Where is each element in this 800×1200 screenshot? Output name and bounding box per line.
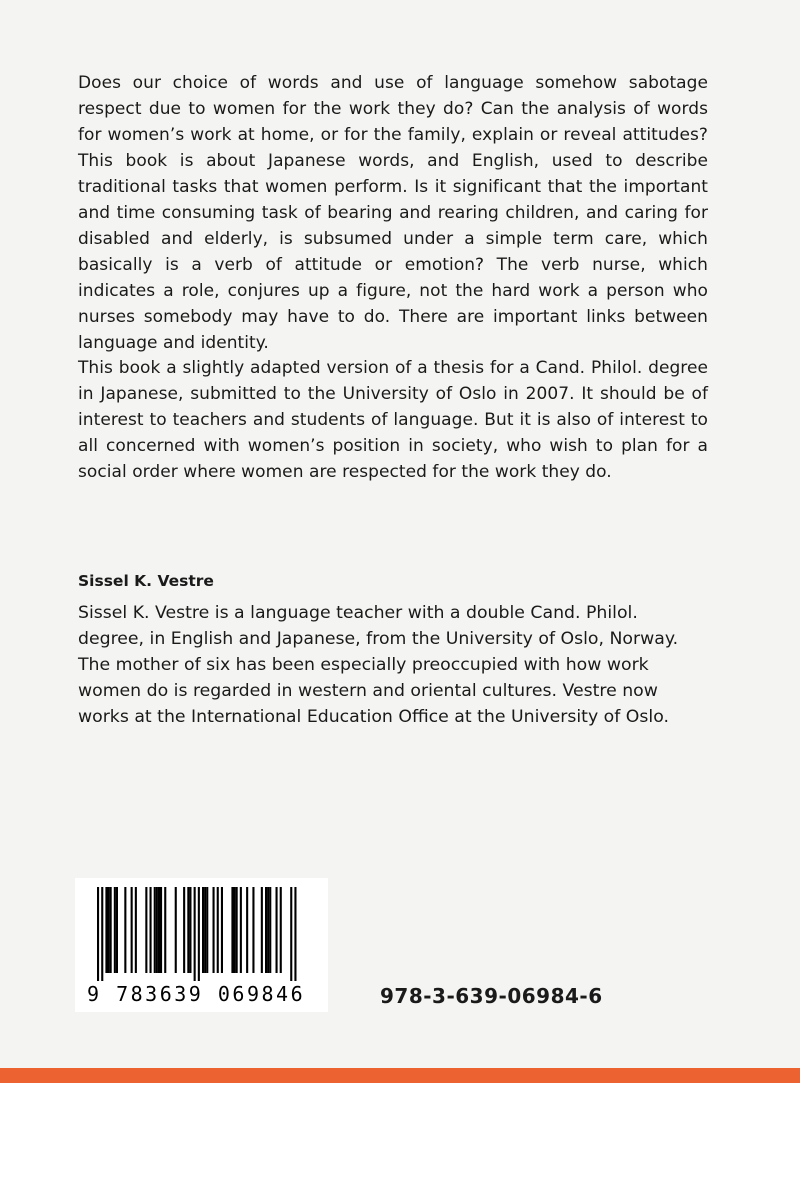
barcode-bar — [124, 887, 126, 973]
author-bio-line: Sissel K. Vestre is a language teacher with a double Cand. Philol. — [78, 603, 638, 623]
barcode-bar — [175, 887, 177, 973]
accent-band — [0, 1068, 800, 1083]
barcode-bar — [135, 887, 137, 973]
barcode-bar — [280, 887, 282, 973]
author-bio — [78, 600, 738, 730]
author-name: Sissel K. Vestre — [78, 572, 214, 590]
barcode-bars — [97, 887, 307, 983]
barcode-bar — [116, 887, 118, 973]
page-bottom-margin — [0, 1083, 800, 1200]
barcode-bar — [194, 887, 196, 981]
barcode-bar — [156, 887, 158, 973]
barcode-bar — [290, 887, 292, 981]
barcode-bar — [213, 887, 215, 973]
barcode-bar — [97, 887, 99, 981]
author-bio-line: works at the International Education Office at the University of Oslo. — [78, 707, 669, 727]
barcode-bar — [158, 887, 160, 973]
barcode-bar — [187, 887, 189, 973]
barcode-bar — [246, 887, 248, 973]
barcode-bar — [276, 887, 278, 973]
barcode-bar — [252, 887, 254, 973]
barcode-bar — [189, 887, 191, 973]
barcode-bar — [114, 887, 116, 973]
barcode-bar — [164, 887, 166, 973]
isbn-number: 978-3-639-06984-6 — [380, 984, 603, 1008]
barcode-digits: 9 783639 069846 — [87, 982, 306, 1006]
barcode-bar — [234, 887, 236, 973]
author-bio-line: degree, in English and Japanese, from the University of Oslo, Norway. — [78, 629, 679, 649]
barcode-bar — [110, 887, 112, 973]
barcode-bar — [160, 887, 162, 973]
barcode-bar — [267, 887, 269, 973]
barcode-bar — [198, 887, 200, 981]
barcode-bar — [204, 887, 206, 973]
description-paragraph-2: This book a slightly adapted version of a thesis for a Cand. Philol. degree in Japanese, submitted to the University of Oslo in 2007. It should be of interest to teachers and students of language. But it is also of interest to all concerned with women’s position in society, who wish to plan for a social order where women are respected for the work they do. — [78, 358, 708, 482]
description-paragraph-1: Does our choice of words and use of language somehow sabotage respect due to women for the work they do? Can the analysis of words for women’s work at home, or for the family, explain or reveal attitudes? This book is about Japanese words, and English, used to describe traditional tasks that women perform. Is it significant that the important and time consuming task of bearing and rearing children, and caring for disabled and elderly, is subsumed under a simple term care, which basically is a verb of attitude or emotion? The verb nurse, which indicates a role, conjures up a figure, not the hard work a person who nurses somebody may have to do. There are important links between language and identity. — [78, 73, 708, 353]
barcode-bar — [269, 887, 271, 973]
barcode-bar — [240, 887, 242, 973]
barcode-bar — [202, 887, 204, 973]
barcode — [75, 878, 328, 1012]
barcode-bar — [231, 887, 233, 973]
barcode-bar — [131, 887, 133, 973]
barcode-bar — [265, 887, 267, 973]
barcode-bar — [183, 887, 185, 973]
barcode-bar — [236, 887, 238, 973]
author-bio-line: The mother of six has been especially preoccupied with how work — [78, 655, 649, 675]
barcode-bar — [261, 887, 263, 973]
barcode-bar — [105, 887, 107, 973]
author-bio-line: women do is regarded in western and oriental cultures. Vestre now — [78, 681, 658, 701]
barcode-bar — [150, 887, 152, 973]
barcode-bar — [154, 887, 156, 973]
barcode-bar — [206, 887, 208, 973]
barcode-bar — [108, 887, 110, 973]
barcode-bar — [294, 887, 296, 981]
barcode-bar — [217, 887, 219, 973]
barcode-bar — [221, 887, 223, 973]
barcode-bar — [145, 887, 147, 973]
barcode-bar — [101, 887, 103, 981]
